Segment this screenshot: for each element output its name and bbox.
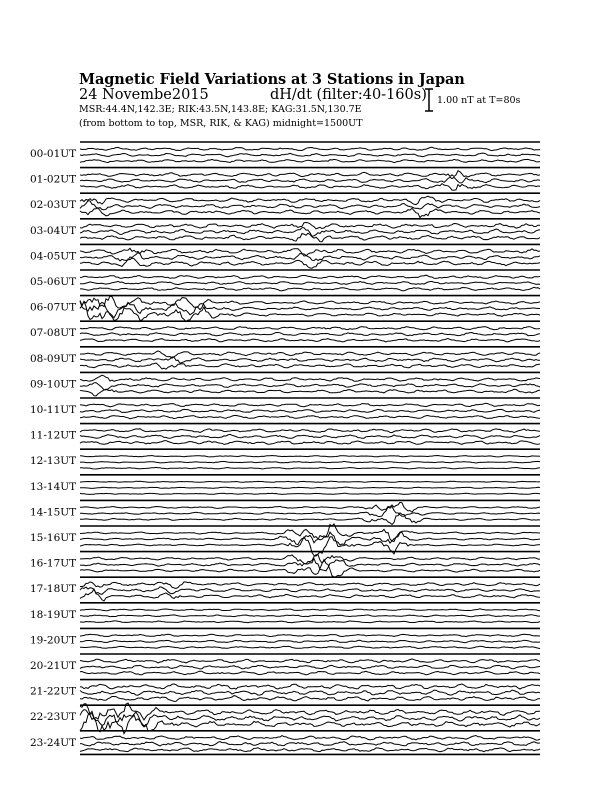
trace-msr — [80, 287, 540, 291]
trace-kag — [80, 171, 540, 177]
trace-rik — [80, 333, 540, 336]
hour-rows — [30, 142, 540, 754]
row-label: 09-10UT — [30, 378, 77, 391]
hour-row-02-03UT — [30, 193, 540, 217]
trace-rik — [80, 587, 540, 595]
trace-rik — [80, 640, 540, 642]
trace-rik — [80, 153, 540, 157]
trace-msr — [80, 646, 540, 648]
hour-row-13-14UT — [30, 475, 540, 495]
row-label: 18-19UT — [30, 608, 77, 621]
hour-row-11-12UT — [30, 424, 540, 445]
hour-row-19-20UT — [30, 628, 540, 648]
row-label: 22-23UT — [30, 711, 77, 724]
row-label: 19-20UT — [30, 634, 77, 647]
trace-kag — [80, 375, 540, 381]
trace-rik — [80, 201, 540, 210]
trace-kag — [80, 736, 540, 741]
hour-row-04-05UT — [30, 244, 540, 268]
trace-order-note: (from bottom to top, MSR, RIK, & KAG) midnight=1500UT — [79, 118, 363, 129]
trace-rik — [80, 742, 540, 746]
hour-row-06-07UT — [30, 296, 540, 322]
trace-rik — [80, 253, 540, 261]
trace-msr — [80, 389, 540, 396]
hour-row-08-09UT — [30, 347, 540, 369]
row-label: 04-05UT — [30, 250, 77, 263]
row-label: 06-07UT — [30, 301, 77, 314]
row-label: 11-12UT — [30, 429, 77, 442]
trace-kag — [80, 659, 540, 663]
hour-row-16-17UT — [30, 552, 540, 577]
row-label: 03-04UT — [30, 224, 77, 237]
row-label: 16-17UT — [30, 557, 77, 570]
trace-kag — [80, 429, 540, 433]
hour-row-10-11UT — [30, 398, 540, 419]
hour-row-07-08UT — [30, 321, 540, 342]
row-label: 15-16UT — [30, 532, 77, 544]
scale-bar-label: 1.00 nT at T=80s — [437, 95, 521, 106]
hour-row-12-13UT — [30, 449, 540, 469]
row-label: 00-01UT — [30, 148, 77, 160]
trace-msr — [80, 415, 540, 418]
hour-row-20-21UT — [30, 654, 540, 675]
trace-rik — [80, 690, 540, 695]
trace-rik — [80, 461, 540, 463]
hour-row-00-01UT — [30, 142, 540, 163]
trace-msr — [80, 621, 540, 623]
trace-msr — [80, 696, 540, 702]
trace-kag — [80, 456, 540, 457]
station-coordinates: MSR:44.4N,142.3E; RIK:43.5N,143.8E; KAG:31.5N,130.7E — [79, 104, 362, 115]
hour-row-14-15UT — [30, 500, 540, 524]
hour-row-21-22UT — [30, 680, 540, 702]
trace-msr — [80, 671, 540, 675]
row-label: 05-06UT — [30, 276, 77, 288]
row-label: 10-11UT — [30, 404, 77, 416]
chart-date: 24 Novembe2015 — [79, 87, 209, 103]
trace-msr — [80, 233, 540, 241]
hour-row-03-04UT — [30, 219, 540, 242]
row-label: 08-09UT — [30, 352, 77, 365]
plot-type: dH/dt (filter:40-160s) — [270, 87, 427, 103]
trace-kag — [80, 403, 540, 407]
trace-msr — [80, 339, 540, 343]
chart-title: Magnetic Field Variations at 3 Stations in Japan — [79, 71, 465, 88]
trace-kag — [80, 582, 540, 589]
trace-rik — [80, 281, 540, 284]
trace-rik — [80, 383, 540, 390]
row-label: 14-15UT — [30, 506, 77, 519]
trace-msr — [80, 513, 540, 525]
trace-kag — [80, 296, 540, 310]
row-label: 02-03UT — [30, 199, 77, 212]
trace-kag — [80, 609, 540, 611]
row-label: 23-24UT — [30, 736, 77, 749]
trace-kag — [80, 502, 540, 512]
trace-rik — [80, 434, 540, 438]
hour-row-01-02UT — [30, 168, 540, 191]
trace-rik — [80, 487, 540, 488]
trace-msr — [80, 748, 540, 752]
trace-msr — [80, 441, 540, 445]
trace-msr — [80, 208, 540, 218]
trace-msr — [80, 184, 540, 191]
trace-msr — [80, 560, 540, 577]
trace-rik — [80, 665, 540, 669]
row-label: 07-08UT — [30, 327, 77, 340]
trace-rik — [80, 357, 540, 363]
hour-row-09-10UT — [30, 372, 540, 396]
trace-msr — [80, 493, 540, 494]
trace-rik — [80, 177, 540, 183]
hour-row-05-06UT — [30, 270, 540, 291]
hour-row-23-24UT — [30, 731, 540, 752]
hour-row-17-18UT — [30, 577, 540, 601]
trace-msr — [80, 467, 540, 469]
trace-kag — [80, 223, 540, 229]
trace-kag — [80, 684, 540, 689]
trace-msr — [80, 363, 540, 369]
hour-row-18-19UT — [30, 603, 540, 623]
row-label: 21-22UT — [30, 685, 77, 698]
trace-kag — [80, 275, 540, 279]
trace-rik — [80, 409, 540, 412]
trace-msr — [80, 258, 540, 268]
scale-bar — [425, 89, 433, 111]
trace-kag — [80, 147, 540, 151]
trace-rik — [80, 615, 540, 617]
trace-msr — [80, 159, 540, 162]
row-label: 20-21UT — [30, 660, 77, 672]
row-label: 01-02UT — [30, 173, 77, 186]
row-label: 12-13UT — [30, 455, 77, 468]
row-label: 13-14UT — [30, 480, 77, 493]
row-label: 17-18UT — [30, 583, 77, 596]
trace-kag — [80, 248, 540, 256]
trace-kag — [80, 196, 540, 204]
hour-row-22-23UT — [30, 703, 540, 734]
trace-kag — [80, 634, 540, 636]
trace-kag — [80, 351, 540, 358]
trace-kag — [80, 481, 540, 482]
trace-rik — [80, 532, 540, 545]
trace-kag — [80, 327, 540, 330]
